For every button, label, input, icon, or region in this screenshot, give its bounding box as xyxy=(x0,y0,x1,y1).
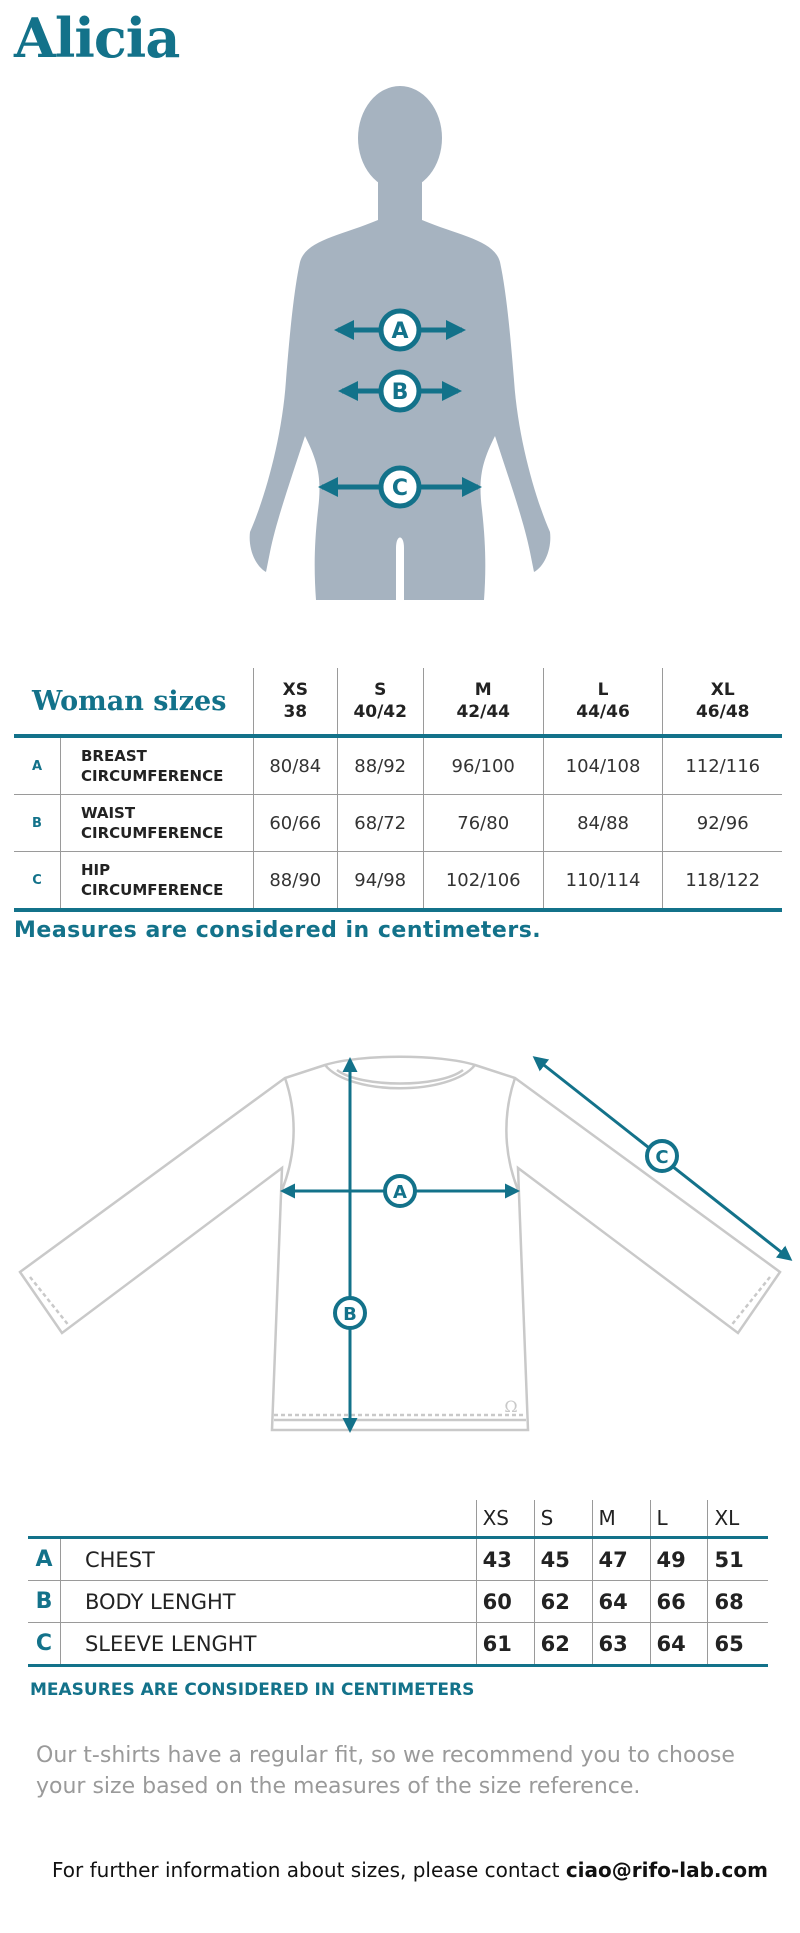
table-cell: 64 xyxy=(592,1581,650,1623)
table-cell: 92/96 xyxy=(663,795,782,852)
marker-label: B xyxy=(391,380,409,405)
table-cell: 51 xyxy=(708,1538,768,1581)
table-cell: 84/88 xyxy=(543,795,663,852)
table-row xyxy=(28,1623,768,1666)
table-cell: 62 xyxy=(534,1581,592,1623)
table-cell: 60/66 xyxy=(254,795,338,852)
row-letter: C xyxy=(14,852,61,911)
table-cell: 112/116 xyxy=(663,736,782,795)
row-label: BODY LENGHT xyxy=(60,1581,476,1623)
table-row xyxy=(14,795,782,852)
size-header-xs: XS xyxy=(476,1500,534,1538)
table-cell: 94/98 xyxy=(337,852,423,911)
table-row xyxy=(14,852,782,911)
table-cell: 62 xyxy=(534,1623,592,1666)
row-label: BREAST CIRCUMFERENCE xyxy=(61,736,254,795)
table-cell: 96/100 xyxy=(423,736,543,795)
shirt-measure-diagram xyxy=(0,1040,800,1460)
size-header-m: M 42/44 xyxy=(423,668,543,736)
table-cell: 47 xyxy=(592,1538,650,1581)
shirt-marker-c-sleeve-length xyxy=(535,1058,790,1259)
size-header-s: S 40/42 xyxy=(337,668,423,736)
woman-measure-note: Measures are considered in centimeters. xyxy=(14,918,542,943)
table-cell: 60 xyxy=(476,1581,534,1623)
table-cell: 64 xyxy=(650,1623,708,1666)
table-cell: 45 xyxy=(534,1538,592,1581)
table-cell: 76/80 xyxy=(423,795,543,852)
marker-label: C xyxy=(655,1147,669,1168)
table-cell: 80/84 xyxy=(254,736,338,795)
brand-logo-icon: Ω xyxy=(504,1397,518,1416)
woman-table-title: Woman sizes xyxy=(14,668,254,736)
row-label: WAIST CIRCUMFERENCE xyxy=(61,795,254,852)
table-cell: 65 xyxy=(708,1623,768,1666)
marker-label: C xyxy=(391,476,409,501)
size-header-s: S xyxy=(534,1500,592,1538)
table-header-row xyxy=(14,668,782,736)
shirt-marker-a-chest xyxy=(283,1176,517,1206)
row-label: SLEEVE LENGHT xyxy=(60,1623,476,1666)
marker-label: A xyxy=(393,1182,407,1203)
woman-size-table xyxy=(14,668,782,912)
row-letter: A xyxy=(14,736,61,795)
shirt-outline xyxy=(20,1057,780,1430)
marker-label: A xyxy=(391,319,409,344)
contact-line xyxy=(52,1858,768,1882)
table-header-row xyxy=(28,1500,768,1538)
shirt-size-table xyxy=(28,1500,768,1667)
row-label: HIP CIRCUMFERENCE xyxy=(61,852,254,911)
table-cell: 102/106 xyxy=(423,852,543,911)
table-cell: 118/122 xyxy=(663,852,782,911)
size-header-xl: XL xyxy=(708,1500,768,1538)
shirt-marker-b-body-length xyxy=(335,1060,365,1430)
table-cell: 49 xyxy=(650,1538,708,1581)
table-cell: 110/114 xyxy=(543,852,663,911)
contact-text: For further information about sizes, please contact xyxy=(52,1858,566,1882)
size-header-l: L 44/46 xyxy=(543,668,663,736)
table-row xyxy=(28,1538,768,1581)
shirt-measure-note: MEASURES ARE CONSIDERED IN CENTIMETERS xyxy=(30,1680,475,1700)
table-cell: 43 xyxy=(476,1538,534,1581)
row-letter: B xyxy=(14,795,61,852)
size-header-m: M xyxy=(592,1500,650,1538)
table-cell: 104/108 xyxy=(543,736,663,795)
row-label: CHEST xyxy=(60,1538,476,1581)
table-cell: 63 xyxy=(592,1623,650,1666)
contact-email: ciao@rifo-lab.com xyxy=(565,1858,768,1882)
table-row xyxy=(14,736,782,795)
row-letter: A xyxy=(28,1538,60,1581)
table-cell: 66 xyxy=(650,1581,708,1623)
marker-label: B xyxy=(343,1304,357,1325)
table-cell: 61 xyxy=(476,1623,534,1666)
table-cell: 88/90 xyxy=(254,852,338,911)
size-header-l: L xyxy=(650,1500,708,1538)
page-title: Alicia xyxy=(14,6,180,70)
row-letter: C xyxy=(28,1623,60,1666)
row-letter: B xyxy=(28,1581,60,1623)
table-cell: 68 xyxy=(708,1581,768,1623)
table-row xyxy=(28,1581,768,1623)
table-cell: 68/72 xyxy=(337,795,423,852)
size-header-xl: XL 46/48 xyxy=(663,668,782,736)
fit-recommendation-text: Our t-shirts have a regular fit, so we recommend you to choose your size based on the measures of the size reference. xyxy=(36,1743,735,1799)
table-cell: 88/92 xyxy=(337,736,423,795)
size-header-xs: XS 38 xyxy=(254,668,338,736)
body-measure-diagram xyxy=(0,80,800,610)
